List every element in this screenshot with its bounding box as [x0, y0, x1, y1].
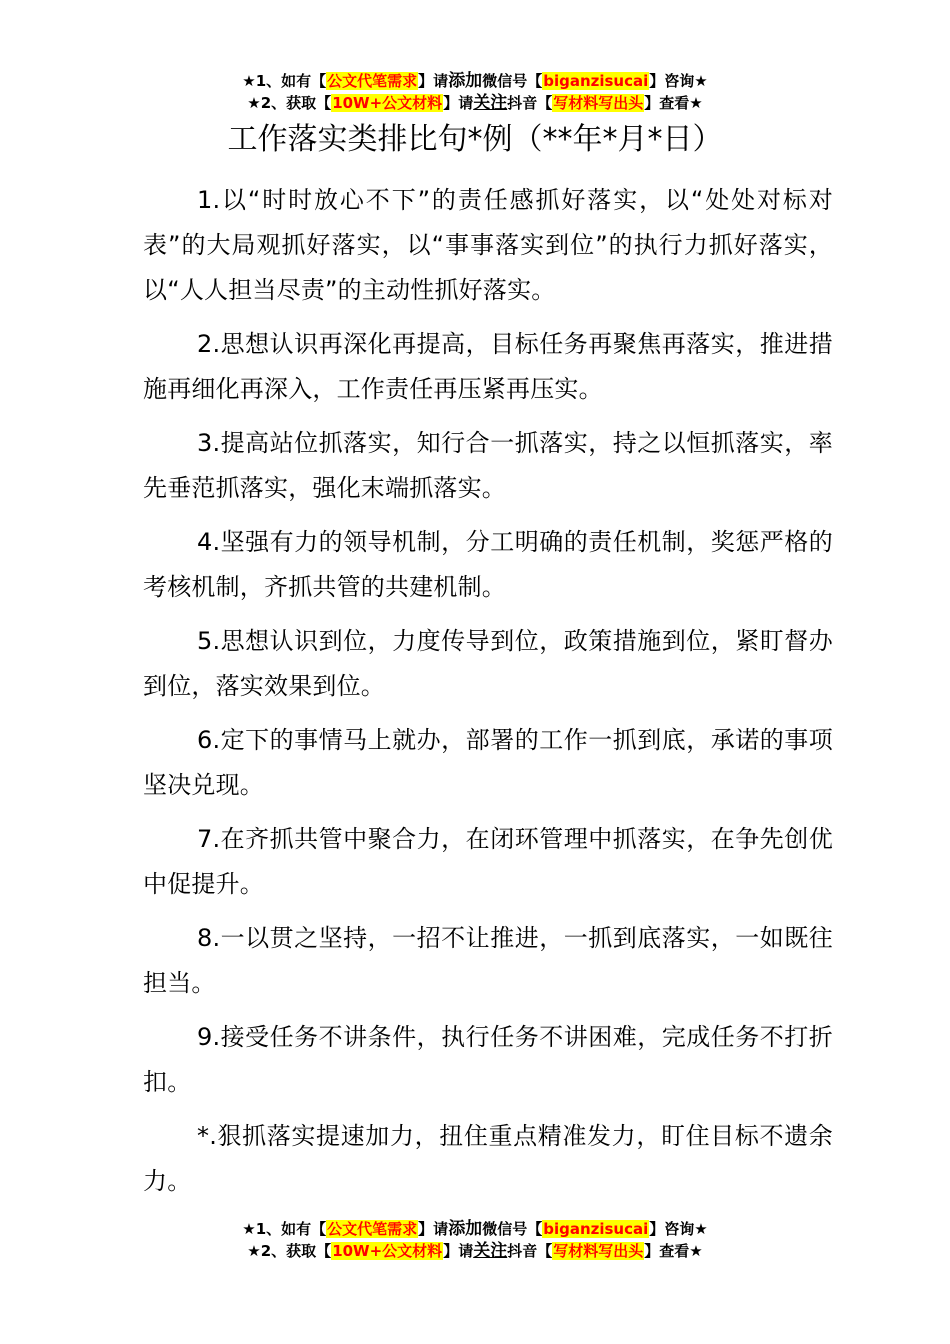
promo-text: 】查看: [644, 1242, 690, 1260]
promo-text: 】查看: [644, 94, 690, 112]
document-body: [143, 178, 833, 1213]
paragraph-10: *.狠抓落实提速加力，扭住重点精准发力，盯住目标不遗余力。: [143, 1122, 833, 1195]
page-title: 工作落实类排比句*例（**年*月*日）: [227, 122, 723, 157]
promo-banner-top: [0, 70, 950, 114]
paragraph-1: 1.以“时时放心不下”的责任感抓好落实，以“处处对标对表”的大局观抓好落实，以“事事落实到位”的执行力抓好落实，以“人人担当尽责”的主动性抓好落实。: [143, 186, 833, 304]
paragraph-2: 2.思想认识再深化再提高，目标任务再聚焦再落实，推进措施再细化再深入，工作责任再压紧再压实。: [143, 330, 833, 403]
star-icon: ★: [242, 72, 256, 90]
promo-douyin-account: 写材料写出头: [553, 94, 644, 112]
paragraph-6: 6.定下的事情马上就办，部署的工作一抓到底，承诺的事项坚决兑现。: [143, 726, 833, 799]
promo-text: 抖音【: [507, 94, 553, 112]
promo-text: 微信号【: [482, 1220, 543, 1238]
star-icon: ★: [689, 94, 703, 112]
promo-highlight: 公文代笔需求: [327, 72, 418, 90]
promo-line-2: [0, 92, 950, 114]
promo-text: 】请: [418, 72, 449, 90]
promo-text: 抖音【: [507, 1242, 553, 1260]
promo-highlight: 10W+公文材料: [332, 94, 443, 112]
promo-highlight: 公文代笔需求: [327, 1220, 418, 1238]
promo-text: 】咨询: [649, 1220, 695, 1238]
promo-text: 】请: [418, 1220, 449, 1238]
promo-douyin-account: 写材料写出头: [553, 1242, 644, 1260]
paragraph-3: 3.提高站位抓落实，知行合一抓落实，持之以恒抓落实，率先垂范抓落实，强化末端抓落实。: [143, 429, 833, 502]
paragraph-7: 7.在齐抓共管中聚合力，在闭环管理中抓落实，在争先创优中促提升。: [143, 825, 833, 898]
promo-line-2: [0, 1240, 950, 1262]
promo-text: 】请: [443, 1242, 474, 1260]
star-icon: ★: [247, 1242, 261, 1260]
promo-text: 】咨询: [649, 72, 695, 90]
paragraph-5: 5.思想认识到位，力度传导到位，政策措施到位，紧盯督办到位，落实效果到位。: [143, 627, 833, 700]
promo-emphasis: 关注: [473, 1241, 508, 1261]
promo-text: 1、如有【: [255, 1220, 327, 1238]
paragraph-8: 8.一以贯之坚持，一招不让推进，一抓到底落实，一如既往担当。: [143, 924, 833, 997]
promo-emphasis: 添加: [448, 71, 483, 91]
promo-line-1: [0, 70, 950, 92]
promo-highlight: 10W+公文材料: [332, 1242, 443, 1260]
promo-emphasis: 添加: [448, 1219, 483, 1239]
promo-line-1: [0, 1218, 950, 1240]
paragraph-9: 9.接受任务不讲条件，执行任务不讲困难，完成任务不打折扣。: [143, 1023, 833, 1096]
star-icon: ★: [694, 72, 708, 90]
star-icon: ★: [242, 1220, 256, 1238]
promo-text: 2、获取【: [260, 1242, 332, 1260]
promo-wechat-id: biganzisucai: [543, 72, 649, 90]
promo-wechat-id: biganzisucai: [543, 1220, 649, 1238]
promo-banner-bottom: [0, 1218, 950, 1262]
paragraph-4: 4.坚强有力的领导机制，分工明确的责任机制，奖惩严格的考核机制，齐抓共管的共建机制。: [143, 528, 833, 601]
promo-emphasis: 关注: [473, 93, 508, 113]
star-icon: ★: [694, 1220, 708, 1238]
promo-text: 微信号【: [482, 72, 543, 90]
star-icon: ★: [689, 1242, 703, 1260]
star-icon: ★: [247, 94, 261, 112]
promo-text: 】请: [443, 94, 474, 112]
promo-text: 1、如有【: [255, 72, 327, 90]
promo-text: 2、获取【: [260, 94, 332, 112]
